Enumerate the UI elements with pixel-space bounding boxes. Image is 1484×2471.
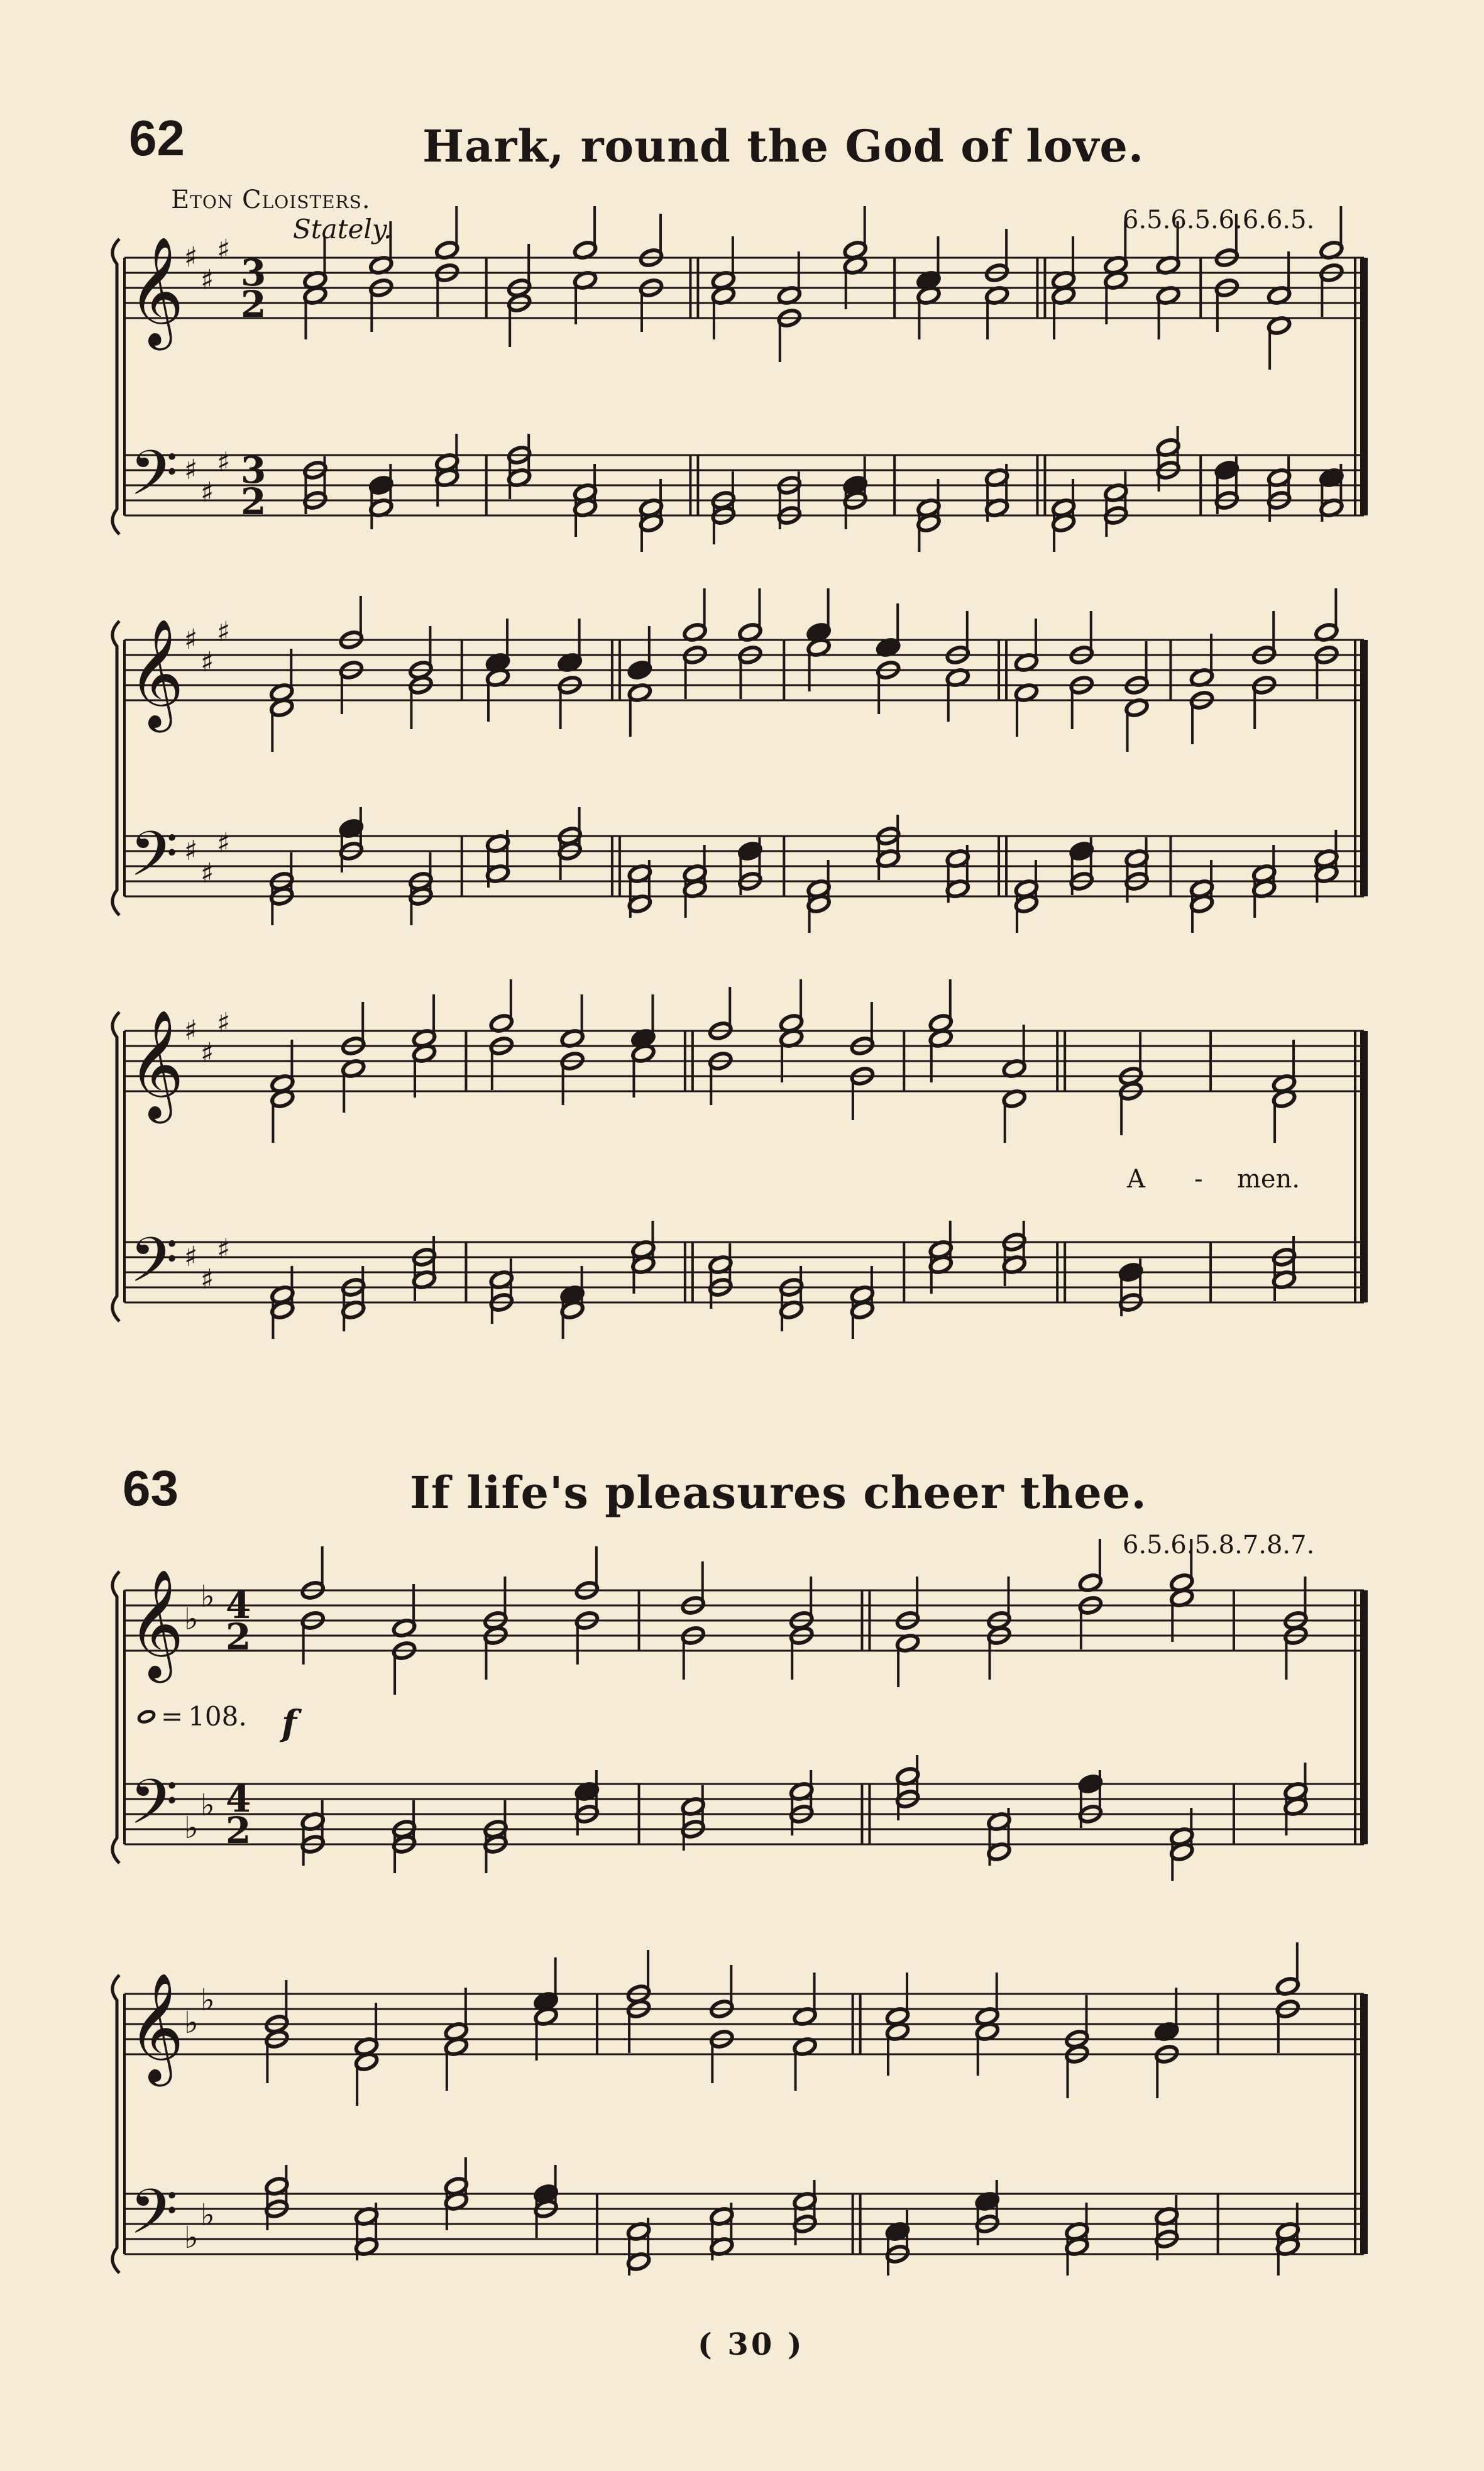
sharp-icon: ♯ <box>184 241 198 273</box>
metronome-equals: = <box>161 1701 184 1732</box>
bass-clef-icon: 𝄢 <box>129 438 179 525</box>
sharp-icon: ♯ <box>201 1263 214 1296</box>
sharp-icon: ♯ <box>201 646 214 678</box>
time-signature-numerator: 4 <box>226 1778 251 1820</box>
sharp-icon: ♯ <box>201 1037 214 1069</box>
hymn-title-63: If life's pleasures cheer thee. <box>410 1467 1147 1519</box>
sharp-icon: ♯ <box>217 616 231 648</box>
flat-icon: ♭ <box>184 1810 199 1846</box>
sharp-icon: ♯ <box>201 857 214 889</box>
sharp-icon: ♯ <box>184 624 198 656</box>
flat-icon: ♭ <box>201 2198 215 2233</box>
sharp-icon: ♯ <box>217 234 231 266</box>
treble-clef-icon: 𝄞 <box>128 619 184 728</box>
sharp-icon: ♯ <box>201 264 214 296</box>
page-number: ( 30 ) <box>698 2327 805 2362</box>
sharp-icon: ♯ <box>217 446 231 478</box>
sharp-icon: ♯ <box>184 1241 198 1273</box>
system-brace <box>113 621 119 915</box>
treble-clef-icon: 𝄞 <box>128 236 184 346</box>
metronome-marking <box>137 1703 247 1730</box>
metronome-value: 108. <box>188 1701 247 1732</box>
hymn-number-63: 63 <box>123 1460 179 1516</box>
sharp-icon: ♯ <box>217 1007 231 1039</box>
treble-clef-icon: 𝄞 <box>128 1569 184 1678</box>
sharp-icon: ♯ <box>184 454 198 486</box>
hymn-title-62: Hark, round the God of love. <box>422 120 1145 172</box>
time-signature-numerator: 3 <box>241 251 267 294</box>
tune-name: Eton Cloisters. <box>171 185 371 214</box>
half-note-icon <box>135 1707 157 1726</box>
flat-icon: ♭ <box>184 1602 199 1637</box>
time-signature-denominator: 2 <box>226 1615 251 1658</box>
sharp-icon: ♯ <box>184 835 198 867</box>
bass-clef-icon: 𝄢 <box>129 1224 179 1312</box>
sharp-icon: ♯ <box>184 1015 198 1047</box>
sharp-icon: ♯ <box>217 1233 231 1265</box>
lyric-amen-men: men. <box>1237 1165 1300 1194</box>
time-signature-numerator: 4 <box>226 1584 251 1627</box>
time-signature-denominator: 2 <box>241 283 267 326</box>
system-brace <box>113 1975 119 2273</box>
lyric-amen-hyphen: - <box>1194 1165 1203 1194</box>
system-brace <box>113 1012 119 1321</box>
flat-icon: ♭ <box>201 1788 215 1823</box>
flat-icon: ♭ <box>201 1983 215 2018</box>
system-brace <box>113 1571 119 1863</box>
lyric-amen-a: A <box>1127 1165 1145 1194</box>
dynamic-marking: f <box>282 1703 297 1744</box>
hymn-number-62: 62 <box>129 110 185 166</box>
flat-icon: ♭ <box>201 1579 215 1614</box>
tempo-marking: Stately. <box>293 214 392 245</box>
sharp-icon: ♯ <box>201 476 214 509</box>
time-signature-numerator: 3 <box>241 449 267 492</box>
system-brace <box>113 239 119 534</box>
flat-icon: ♭ <box>184 2005 199 2040</box>
bass-clef-icon: 𝄢 <box>129 1766 179 1854</box>
bass-clef-icon: 𝄢 <box>129 818 179 906</box>
time-signature-denominator: 2 <box>241 480 267 523</box>
sharp-icon: ♯ <box>217 827 231 859</box>
treble-clef-icon: 𝄞 <box>128 1973 184 2082</box>
treble-clef-icon: 𝄞 <box>128 1010 184 1119</box>
meter-62: 6.5.6.5.6.6.6.5. <box>1123 206 1315 234</box>
bass-clef-icon: 𝄢 <box>129 2176 179 2264</box>
flat-icon: ♭ <box>184 2220 199 2255</box>
time-signature-denominator: 2 <box>226 1809 251 1852</box>
meter-63: 6.5.6.5.8.7.8.7. <box>1123 1531 1315 1560</box>
